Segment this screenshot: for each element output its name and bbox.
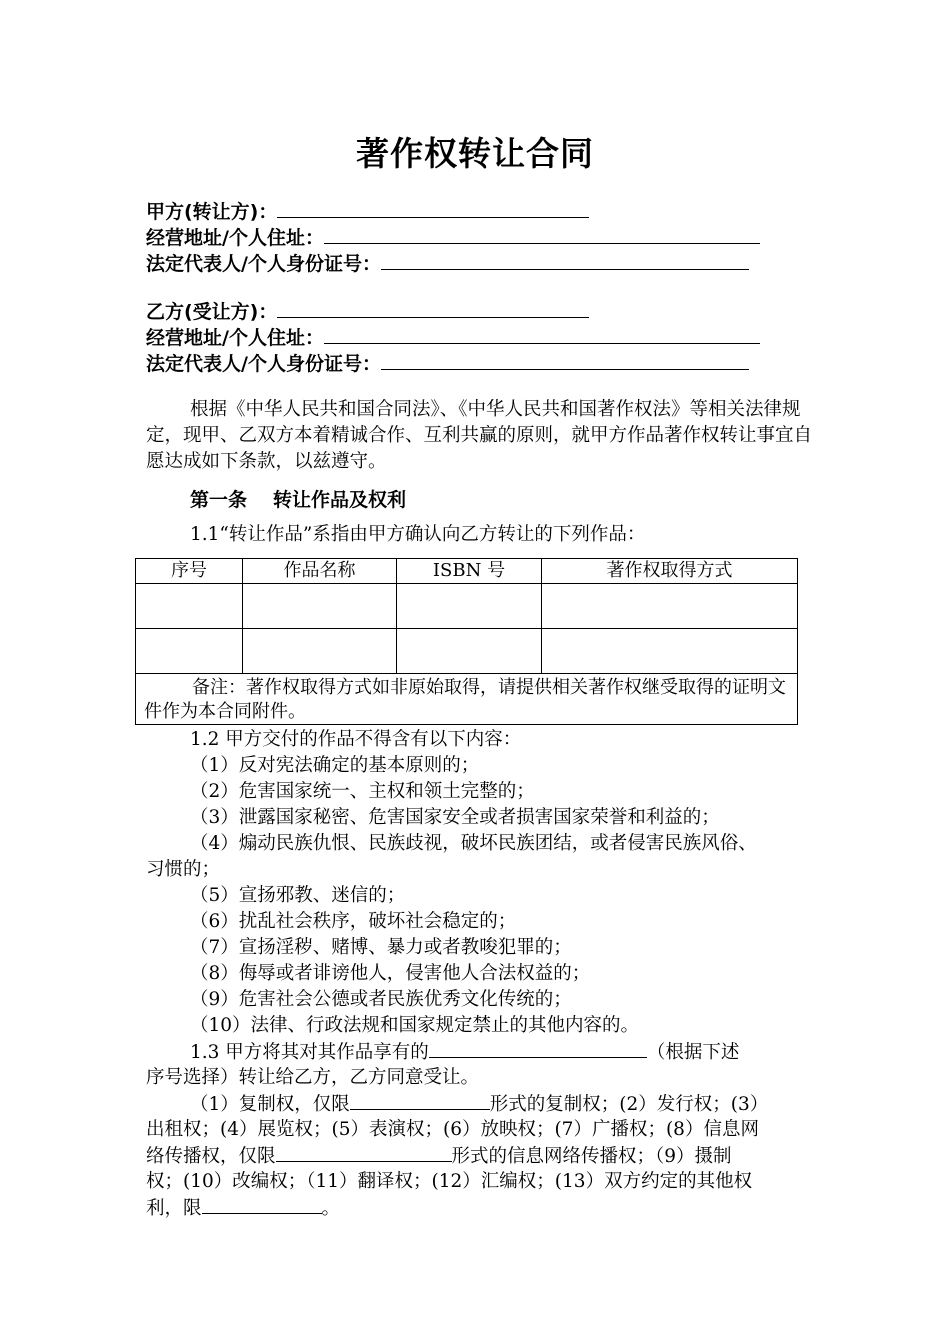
clause-1-3-text: （根据下述 <box>646 1042 740 1063</box>
rights-line-3 <box>146 1143 732 1170</box>
table-row <box>136 629 798 674</box>
rights-text: 形式的复制权；(2）发行权；(3） <box>489 1094 769 1115</box>
rights-line-5 <box>146 1195 340 1222</box>
list-item: （9）危害社会公德或者民族优秀文化传统的； <box>190 989 572 1010</box>
col-header-acquisition: 著作权取得方式 <box>542 559 798 584</box>
list-item: （3）泄露国家秘密、危害国家安全或者损害国家荣誉和利益的； <box>190 807 720 828</box>
clause-1-3-line-2: 序号选择）转让给乙方，乙方同意受让。 <box>146 1067 480 1088</box>
party-a-id-label: 法定代表人/个人身份证号： <box>146 253 381 275</box>
article-1-number: 第一条 <box>190 489 248 511</box>
rights-text: （1）复制权，仅限 <box>190 1094 350 1115</box>
other-rights-blank[interactable] <box>202 1195 322 1214</box>
list-item: （1）反对宪法确定的基本原则的； <box>190 755 480 776</box>
list-item: （5）宣扬邪教、迷信的； <box>190 885 406 906</box>
clause-1-3-text: 1.3 甲方将其对其作品享有的 <box>190 1042 429 1063</box>
intro-paragraph: 根据《中华人民共和国合同法》、《中华人民共和国著作权法》等相关法律规定，现甲、乙双方本着精诚合作、互利共赢的原则，就甲方作品著作权转让事宜自愿达成如下条款，以兹遵守。 <box>146 399 813 472</box>
table-cell[interactable] <box>397 584 542 629</box>
rights-text: 形式的信息网络传播权；（9）摄制 <box>451 1146 732 1167</box>
party-b-name-row <box>146 298 589 325</box>
article-1-title: 转让作品及权利 <box>273 489 407 511</box>
party-a-name-row <box>146 198 589 225</box>
list-item: （8）侮辱或者诽谤他人，侵害他人合法权益的； <box>190 963 591 984</box>
party-b-id-blank[interactable] <box>381 350 749 370</box>
table-cell[interactable] <box>397 629 542 674</box>
party-a-address-row <box>146 224 760 251</box>
col-header-number: 序号 <box>136 559 243 584</box>
party-b-id-label: 法定代表人/个人身份证号： <box>146 353 381 375</box>
table-cell[interactable] <box>243 584 397 629</box>
reproduction-form-blank[interactable] <box>350 1091 490 1110</box>
list-item: （10）法律、行政法规和国家规定禁止的其他内容的。 <box>190 1015 640 1036</box>
clause-1-3-line-1 <box>190 1039 739 1066</box>
rights-line-4: 权；(10）改编权；（11）翻译权；(12）汇编权；(13）双方约定的其他权 <box>146 1171 753 1192</box>
list-item: （7）宣扬淫秽、赌博、暴力或者教唆犯罪的； <box>190 937 572 958</box>
article-1-heading <box>190 485 406 512</box>
party-a-name-blank[interactable] <box>277 198 589 218</box>
list-item: （2）危害国家统一、主权和领土完整的； <box>190 781 535 802</box>
col-header-work-name: 作品名称 <box>243 559 397 584</box>
works-table <box>135 558 798 725</box>
party-b-address-blank[interactable] <box>324 324 760 344</box>
party-a-id-row <box>146 250 749 277</box>
clause-1-1: 1.1“转让作品”系指由甲方确认向乙方转让的下列作品： <box>190 524 646 545</box>
table-cell[interactable] <box>243 629 397 674</box>
rights-line-2: 出租权；(4）展览权；(5）表演权；(6）放映权；(7）广播权；(8）信息网 <box>146 1119 759 1140</box>
table-cell[interactable] <box>542 629 798 674</box>
party-b-id-row <box>146 350 749 377</box>
network-form-blank[interactable] <box>276 1143 452 1162</box>
party-a-address-blank[interactable] <box>324 224 760 244</box>
rights-text: 。 <box>321 1198 341 1219</box>
col-header-isbn: ISBN 号 <box>397 559 542 584</box>
party-a-address-label: 经营地址/个人住址： <box>146 227 324 249</box>
party-a-name-label: 甲方(转让方)： <box>146 201 278 223</box>
party-b-name-blank[interactable] <box>277 298 589 318</box>
party-a-id-blank[interactable] <box>381 250 749 270</box>
party-b-address-label: 经营地址/个人住址： <box>146 327 324 349</box>
party-b-address-row <box>146 324 760 351</box>
list-item: （4）煽动民族仇恨、民族歧视，破坏民族团结，或者侵害民族风俗、 <box>190 833 757 854</box>
rights-line-1 <box>190 1091 768 1118</box>
table-header-row <box>136 559 798 584</box>
list-item: 习惯的； <box>146 859 221 880</box>
table-note: 备注：著作权取得方式如非原始取得，请提供相关著作权继受取得的证明文件作为本合同附件。 <box>136 674 798 725</box>
list-item: （6）扰乱社会秩序，破坏社会稳定的； <box>190 911 517 932</box>
table-cell[interactable] <box>136 629 243 674</box>
party-b-name-label: 乙方(受让方)： <box>146 301 278 323</box>
clause-1-2: 1.2 甲方交付的作品不得含有以下内容： <box>190 729 522 750</box>
rights-text: 利，限 <box>146 1198 202 1219</box>
table-cell[interactable] <box>542 584 798 629</box>
table-note-row <box>136 674 798 725</box>
rights-text: 络传播权，仅限 <box>146 1146 276 1167</box>
table-row <box>136 584 798 629</box>
table-cell[interactable] <box>136 584 243 629</box>
rights-selection-blank[interactable] <box>429 1039 647 1058</box>
page-title: 著作权转让合同 <box>356 134 594 173</box>
